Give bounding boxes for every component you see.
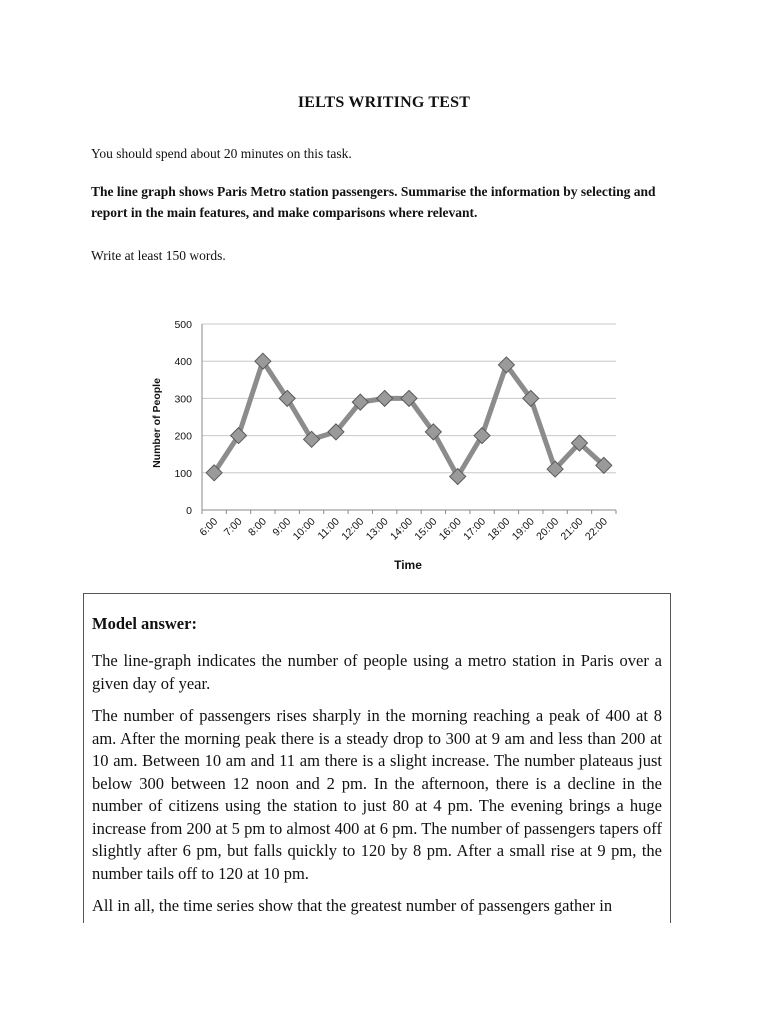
y-axis-label: Number of People [151,378,163,468]
page-title: IELTS WRITING TEST [297,94,471,111]
x-tick-label: 11:00 [315,515,343,543]
x-tick-label: 12:00 [339,515,367,543]
model-answer-paragraph: The number of passengers rises sharply in the morning reaching a peak of 400 at 8 am. After the morning peak there is a steady drop to 300 at 9 am and less than 200 at 10 am. Between 10 am and 11 am there is a slight increase. The number plateaus just below 300 between 12 noon and 2 pm. In the afternoon, there is a decline in the number of citizens using the station to just 80 at 4 pm. The evening brings a huge increase from 200 at 5 pm to almost 400 at 6 pm. The number of passengers tapers off slightly after 6 pm, but falls quickly to 120 by 8 pm. After a small rise at 9 pm, the number tails off to 120 at 10 pm. [92,706,662,883]
line-chart [140,310,640,580]
x-tick-label: 18:00 [485,515,513,543]
x-tick-label: 8:00 [246,515,270,539]
y-axis-ticks [174,319,192,517]
series-line-path [214,361,604,476]
y-tick-label: 200 [174,430,192,443]
series-markers [206,353,612,484]
model-answer-box [83,593,671,923]
x-axis-ticks [197,516,610,543]
x-tick-label: 21:00 [558,515,586,543]
data-point-marker [377,390,393,406]
task-prompt: The line graph shows Paris Metro station passengers. Summarise the information by selecting and report in the main features, and make comparisons where relevant. [91,184,656,220]
series-line [214,361,604,476]
chart-grid [202,324,616,514]
model-answer-body [92,650,662,918]
word-requirement: Write at least 150 words. [91,248,226,263]
y-tick-label: 400 [174,356,192,369]
x-tick-label: 19:00 [509,515,537,543]
y-tick-label: 500 [174,319,192,331]
x-tick-label: 10:00 [290,515,318,543]
x-tick-label: 7:00 [221,515,245,539]
y-tick-label: 0 [186,505,192,517]
instruction-time: You should spend about 20 minutes on this task. [91,146,352,161]
x-tick-label: 13:00 [363,515,391,543]
x-tick-label: 6:00 [197,515,221,539]
x-tick-label: 9:00 [270,515,294,539]
x-tick-label: 16:00 [436,515,464,543]
x-tick-label: 14:00 [388,515,416,543]
x-axis-label: Time [394,558,422,572]
y-tick-label: 100 [174,467,192,480]
model-answer-paragraph: The line-graph indicates the number of people using a metro station in Paris over a given day of year. [92,651,662,693]
y-tick-label: 300 [174,393,192,406]
x-tick-label: 15:00 [412,515,440,543]
model-answer-paragraph: All in all, the time series show that the greatest number of passengers gather in [92,896,613,915]
x-tick-label: 20:00 [534,515,562,543]
model-answer-heading: Model answer: [92,614,197,633]
x-tick-label: 17:00 [461,515,489,543]
x-tick-label: 22:00 [582,515,610,543]
